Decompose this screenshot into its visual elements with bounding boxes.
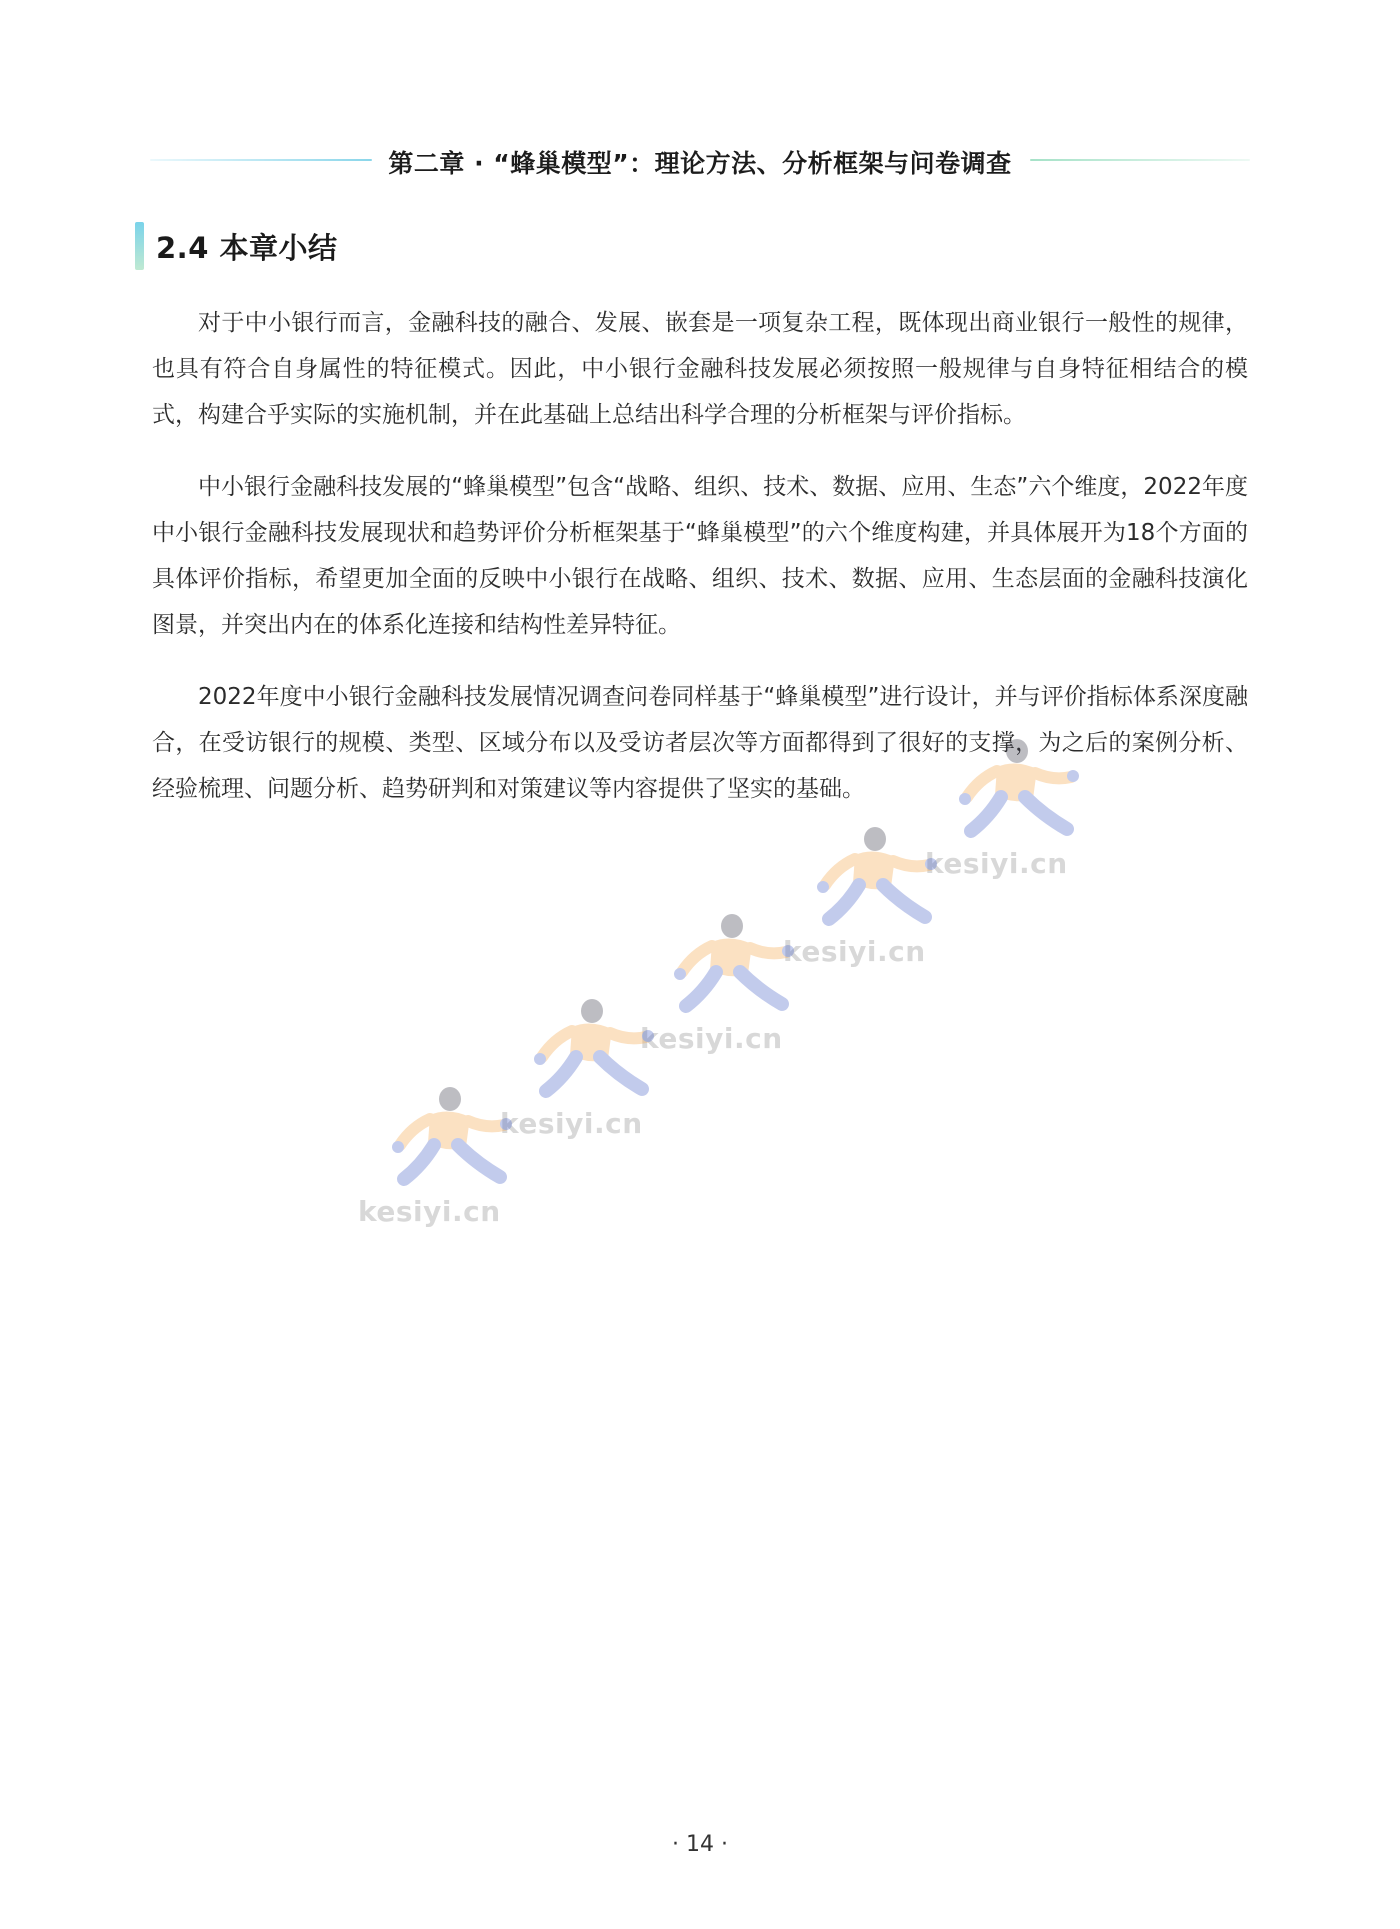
watermark xyxy=(358,1083,528,1233)
running-person-icon xyxy=(803,823,953,933)
chapter-title: 第二章 · “蜂巢模型”：理论方法、分析框架与问卷调查 xyxy=(388,149,1012,178)
paragraph-1: 对于中小银行而言，金融科技的融合、发展、嵌套是一项复杂工程，既体现出商业银行一般性的规律，也具有符合自身属性的特征模式。因此，中小银行金融科技发展必须按照一般规律与自身特征相结合的模式，构建合乎实际的实施机制，并在此基础上总结出科学合理的分析框架与评价指标。 xyxy=(152,310,1248,428)
paragraph-3: 2022年度中小银行金融科技发展情况调查问卷同样基于“蜂巢模型”进行设计，并与评价指标体系深度融合，在受访银行的规模、类型、区域分布以及受访者层次等方面都得到了很好的支撑，为之后的案例分析、经验梳理、问题分析、趋势研判和对策建议等内容提供了坚实的基础。 xyxy=(152,684,1248,802)
watermark-text: kesiyi.cn xyxy=(358,1195,501,1228)
running-header xyxy=(150,140,1250,180)
running-person-icon xyxy=(945,735,1095,845)
watermark-text: kesiyi.cn xyxy=(783,935,926,968)
watermark-text: kesiyi.cn xyxy=(500,1107,643,1140)
page-number: · 14 · xyxy=(672,1832,728,1857)
paragraph-2: 中小银行金融科技发展的“蜂巢模型”包含“战略、组织、技术、数据、应用、生态”六个维度，2022年度中小银行金融科技发展现状和趋势评价分析框架基于“蜂巢模型”的六个维度构建，并具体展开为18个方面的具体评价指标，希望更加全面的反映中小银行在战略、组织、技术、数据、应用、生态层面的金融科技演化图景，并突出内在的体系化连接和结构性差异特征。 xyxy=(152,474,1248,638)
header-divider-right xyxy=(1030,159,1250,161)
heading-accent-bar xyxy=(135,222,144,270)
watermark-text: kesiyi.cn xyxy=(640,1022,783,1055)
watermark-text: kesiyi.cn xyxy=(925,847,1068,880)
running-person-icon xyxy=(660,910,810,1020)
running-person-icon xyxy=(520,995,670,1105)
section-title: 2.4 本章小结 xyxy=(156,230,338,265)
section-heading xyxy=(135,222,337,270)
running-person-icon xyxy=(378,1083,528,1193)
